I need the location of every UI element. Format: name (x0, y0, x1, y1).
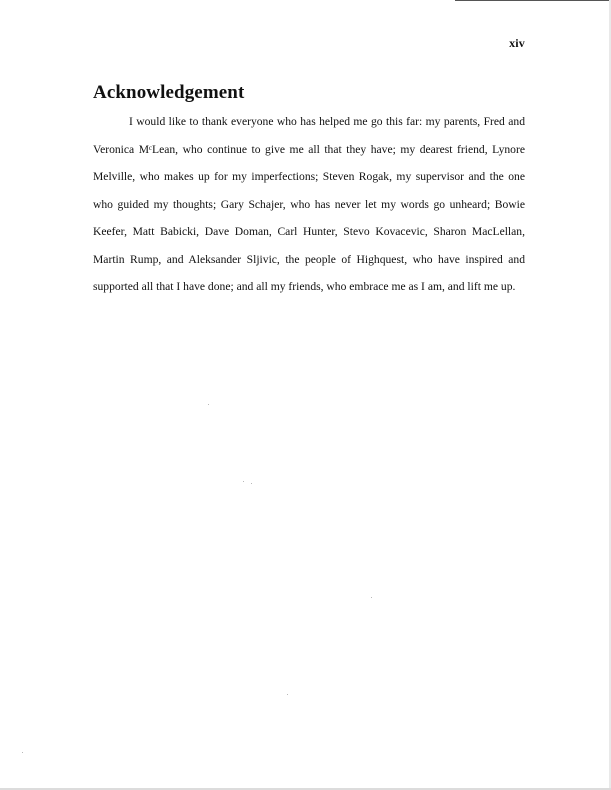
scan-speck (371, 597, 372, 598)
scan-speck (251, 483, 252, 484)
scan-speck (287, 694, 288, 695)
scan-speck (243, 481, 244, 482)
scan-speck (208, 404, 209, 405)
page-title: Acknowledgement (93, 82, 245, 103)
scan-speck (22, 752, 23, 753)
acknowledgement-paragraph: I would like to thank everyone who has helped me go this far: my parents, Fred and Veronica MᶜLean, who continue to give me all that they have; my dearest friend, Lynore Melville, who makes up for my imperfections; Steven Rogak, my supervisor and the one who guided my thoughts; Gary Schajer, who has never let my words go unheard; Bowie Keefer, Matt Babicki, Dave Doman, Carl Hunter, Stevo Kovacevic, Sharon MacLellan, Martin Rump, and Aleksander Sljivic, the people of Highquest, who have inspired and supported all that I have done; and all my friends, who embrace me as I am, and lift me up. (93, 115, 525, 293)
page-number: xiv (509, 36, 525, 50)
scan-top-rule (455, 0, 611, 1)
